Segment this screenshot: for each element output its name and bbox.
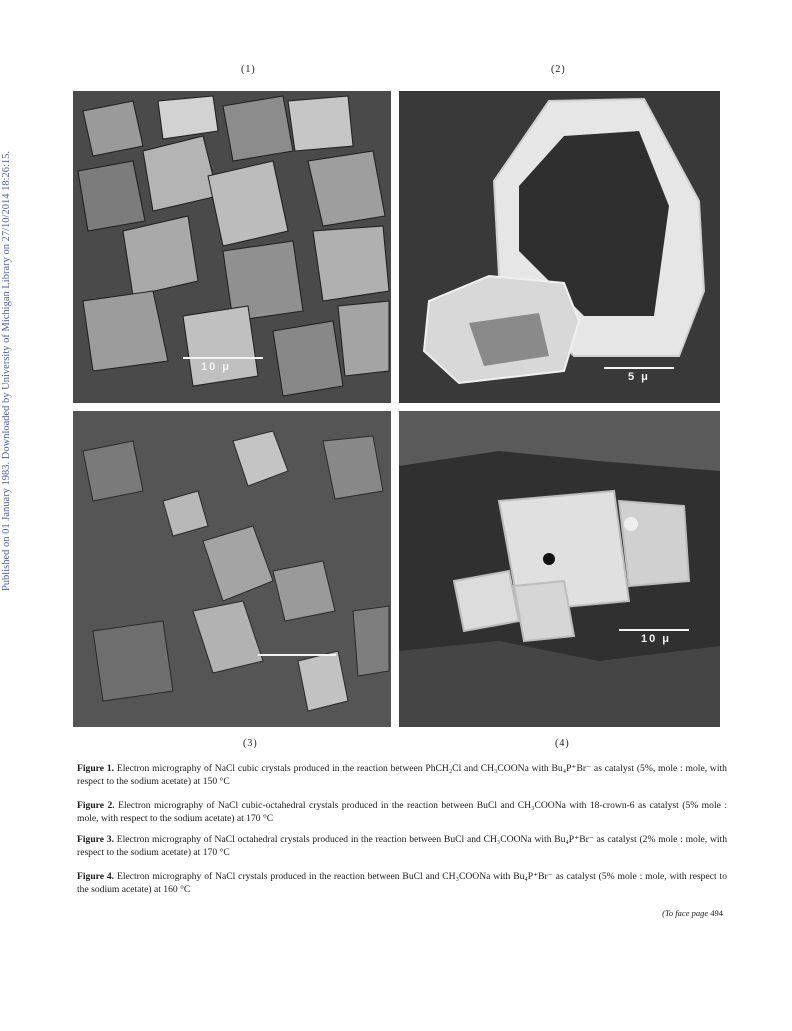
panel-label-1: (1) bbox=[241, 64, 256, 75]
scale-label-1: 10 μ bbox=[201, 361, 232, 373]
caption-head-3: Figure 3. bbox=[77, 834, 114, 845]
micrograph-3-octahedral-crystals bbox=[73, 411, 391, 727]
figure-caption-1 bbox=[77, 763, 727, 788]
panel-label-2: (2) bbox=[551, 64, 566, 75]
figure-caption-4 bbox=[77, 871, 727, 896]
face-page-number: 494 bbox=[710, 908, 723, 918]
caption-text-2: Electron micrography of NaCl cubic-octahedral crystals produced in the reaction between BuCl and CH₃COONa with 18-crown-6 as catalyst (5% mole : mole, with respect to the sodium acetate) at 170 °C bbox=[77, 800, 727, 824]
caption-head-2: Figure 2. bbox=[77, 800, 115, 811]
caption-head-4: Figure 4. bbox=[77, 871, 115, 882]
scale-label-4: 10 μ bbox=[641, 633, 672, 645]
face-page-note bbox=[662, 908, 723, 918]
figure-caption-3 bbox=[77, 834, 727, 859]
micrograph-1-cubic-crystals bbox=[73, 91, 391, 403]
micrograph-4-nacl-crystals bbox=[399, 411, 720, 727]
caption-head-1: Figure 1. bbox=[77, 763, 115, 774]
caption-text-1: Electron micrography of NaCl cubic crystals produced in the reaction between PhCH₂Cl and CH₃COONa with Bu₄P⁺Br⁻ as catalyst (5%, mole : mole, with respect to the sodium acetate) at 150 °C bbox=[77, 763, 727, 787]
face-page-label: (To face page bbox=[662, 908, 709, 918]
caption-text-3: Electron micrography of NaCl octahedral crystals produced in the reaction between BuCl and CH₃COONa with Bu₄P⁺Br⁻ as catalyst (2% mole : mole, with respect to the sodium acetate) at 170 °C bbox=[77, 834, 727, 858]
micrograph-2-cubic-octahedral bbox=[399, 91, 720, 403]
panel-label-3: (3) bbox=[243, 738, 258, 749]
figure-caption-2 bbox=[77, 800, 727, 825]
scale-bar-4 bbox=[619, 621, 689, 651]
scale-bar-1 bbox=[183, 349, 263, 379]
panel-label-4: (4) bbox=[555, 738, 570, 749]
scale-bar-3 bbox=[258, 646, 336, 666]
publication-side-note: Published on 01 January 1983. Downloaded by University of Michigan Library on 27/10/2014 18:26:15. bbox=[1, 150, 12, 592]
scale-label-2: 5 μ bbox=[628, 371, 650, 383]
caption-text-4: Electron micrography of NaCl crystals produced in the reaction between BuCl and CH₃COONa with Bu₄P⁺Br⁻ as catalyst (5% mole : mole, with respect to the sodium acetate) at 160 °C bbox=[77, 871, 727, 895]
scale-bar-2 bbox=[604, 359, 674, 389]
